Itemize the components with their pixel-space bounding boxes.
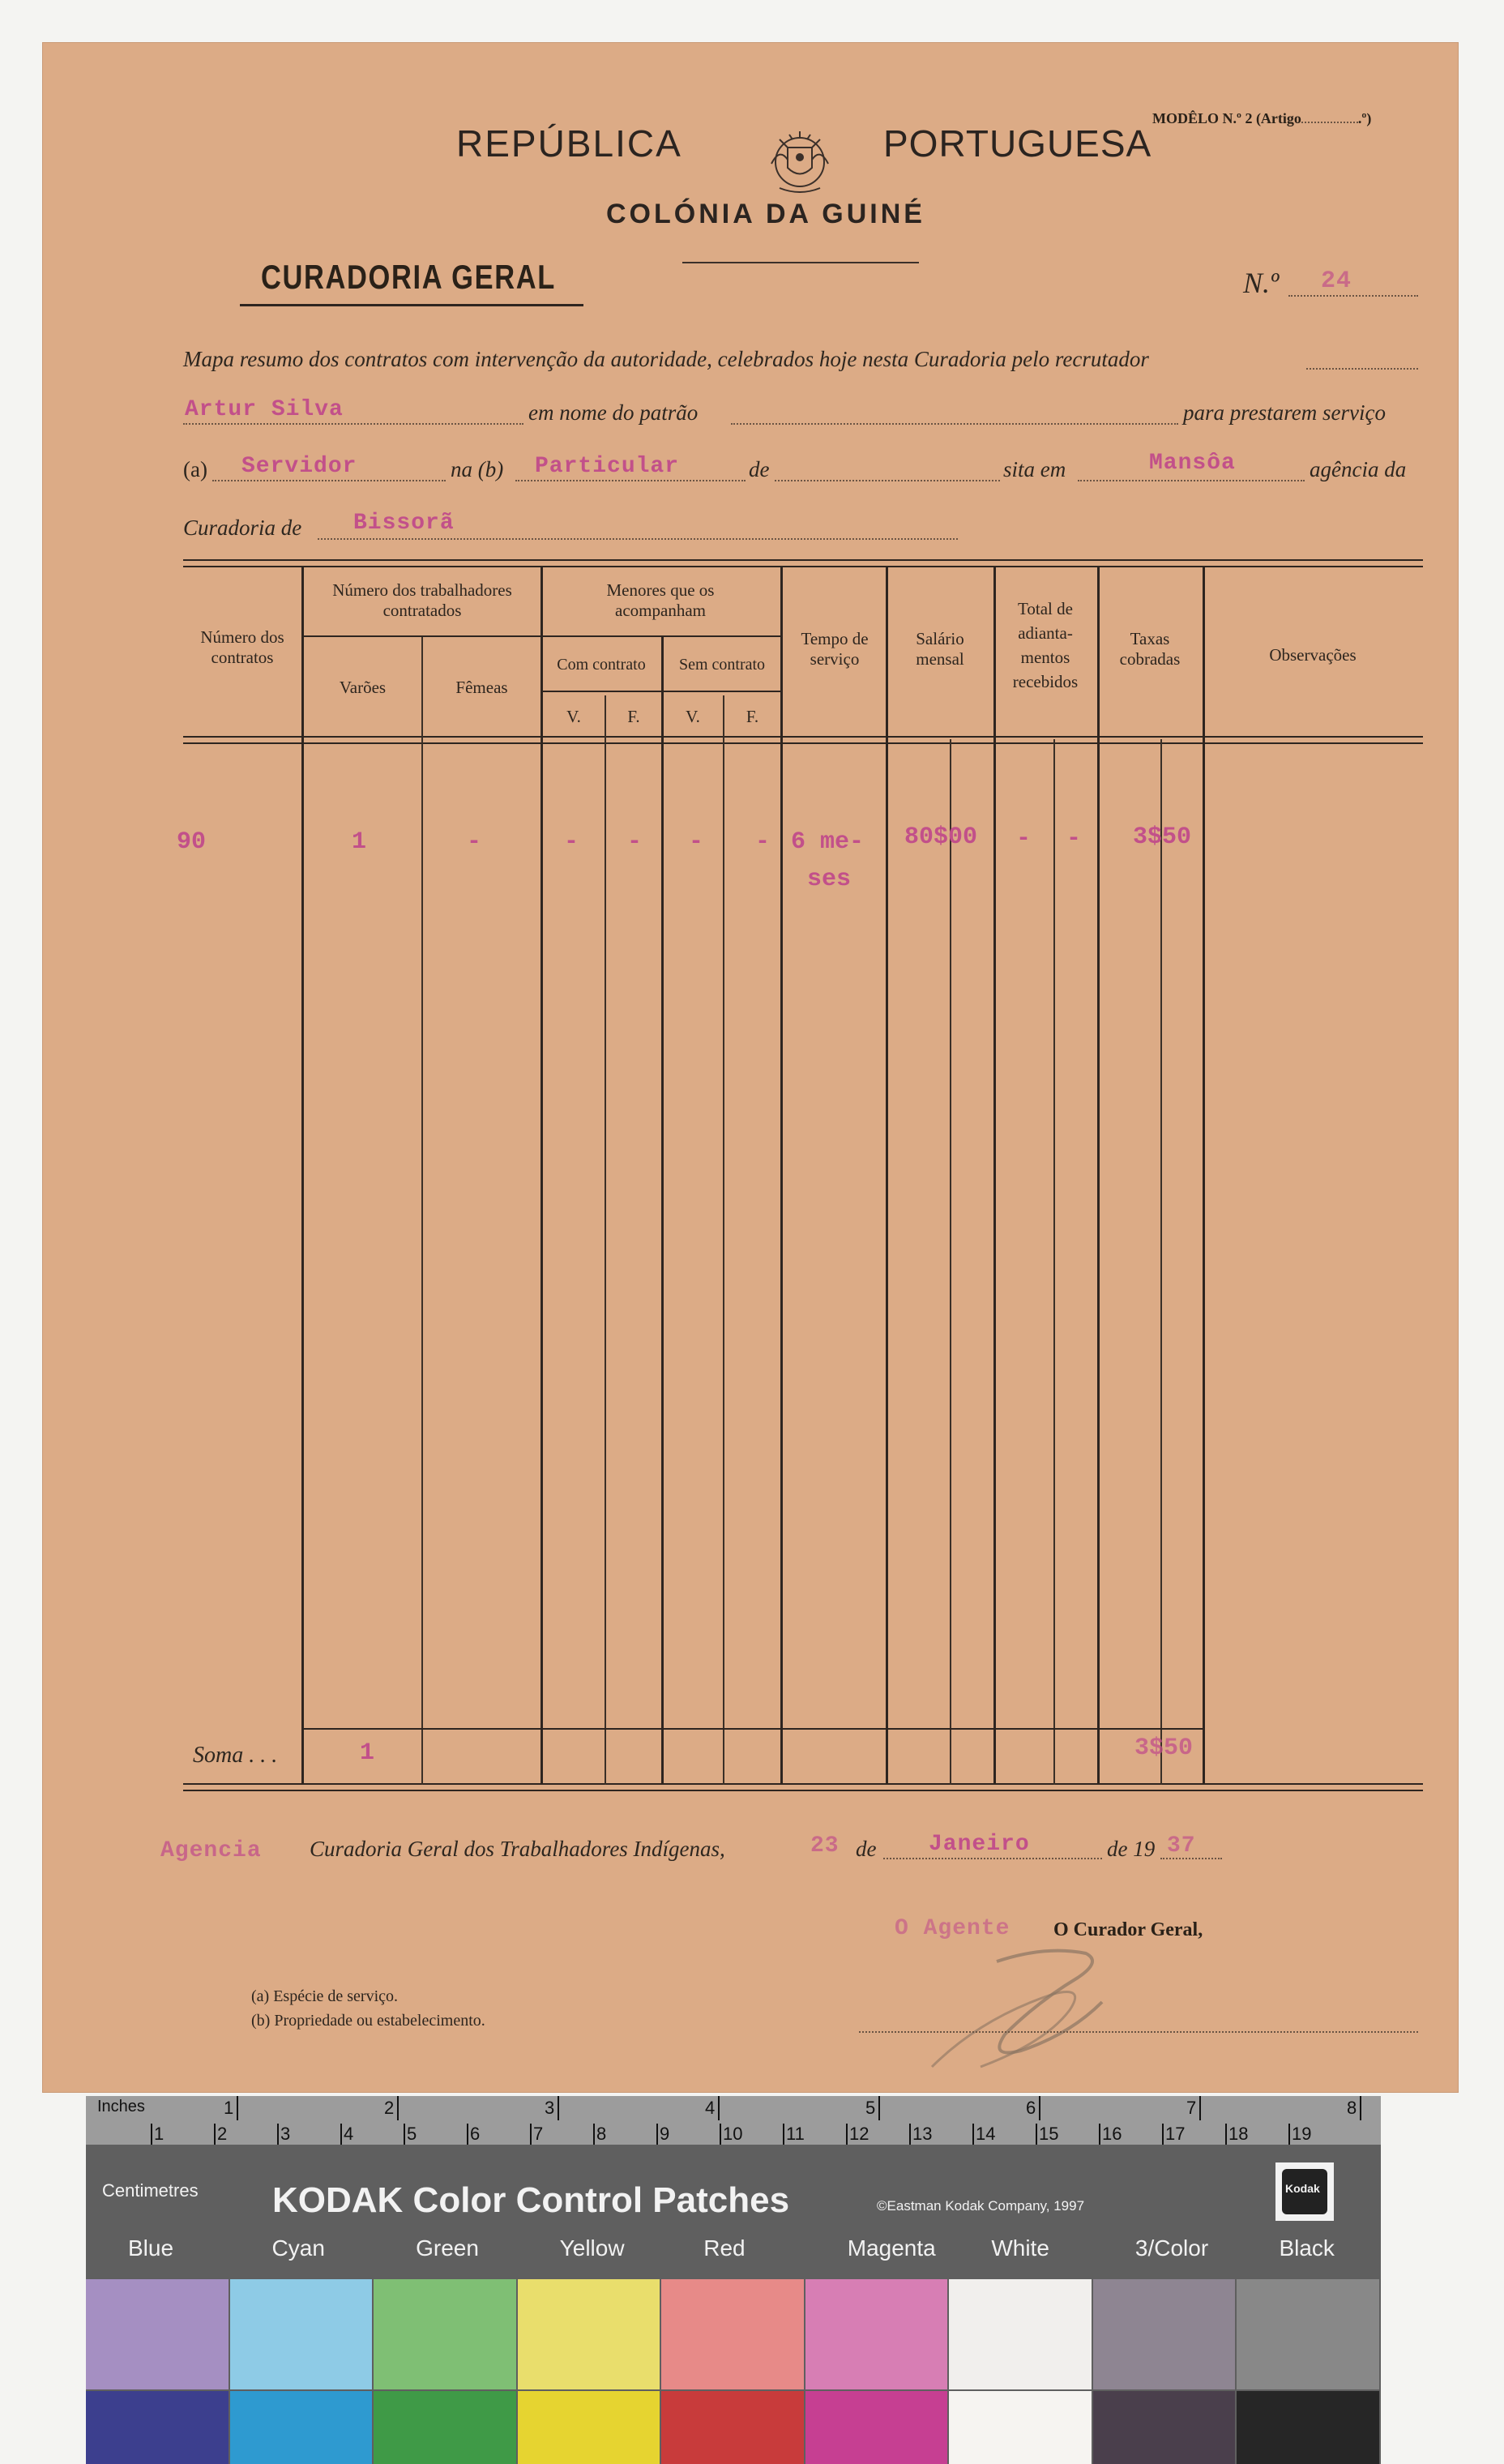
- col-divider: [950, 739, 951, 1785]
- patch-label: 3/Color: [1134, 2235, 1209, 2261]
- ruler-cm-number: 2: [217, 2124, 228, 2144]
- row-total-a: -: [1016, 825, 1032, 853]
- ruler-cm-tick: [972, 2124, 974, 2145]
- ruler-cm-number: 17: [1165, 2124, 1186, 2144]
- header-com-contrato: Com contrato: [557, 656, 646, 674]
- ruler-cm-tick: [1036, 2124, 1037, 2145]
- col-divider: [605, 695, 606, 1785]
- color-patch-bottom: [86, 2391, 229, 2464]
- color-patch-top: [949, 2279, 1092, 2389]
- ruler-cm-number: 12: [849, 2124, 870, 2144]
- header-taxas-cobradas: Taxas cobradas: [1119, 629, 1181, 669]
- ruler-inch-number: 2: [384, 2098, 395, 2118]
- header-salario-mensal: Salário mensal: [916, 629, 964, 669]
- ruler-inch-number: 5: [865, 2098, 876, 2118]
- color-patch-top: [86, 2279, 229, 2389]
- row-taxas: 3$50: [1133, 823, 1192, 851]
- na-b-label: na (b): [451, 457, 504, 481]
- ruler-cm-tick: [1225, 2124, 1227, 2145]
- footer-day: 23: [810, 1833, 840, 1859]
- intro-line: Mapa resumo dos contratos com intervenção da autoridade, celebrados hoje nesta Curadoria pelo recrutador: [183, 347, 1149, 371]
- row-com-f: -: [627, 828, 643, 856]
- para-prestarem-label: para prestarem serviço: [1183, 400, 1386, 425]
- footer-year: 37: [1167, 1833, 1196, 1859]
- ruler-cm-tick: [214, 2124, 216, 2145]
- color-patch-bottom: [949, 2391, 1092, 2464]
- col-divider: [1160, 739, 1162, 1785]
- modelo-text: MODÊLO N.º 2 (Artigo .º): [1152, 110, 1372, 126]
- republica-text: REPÚBLICA: [456, 122, 682, 165]
- row-tempo-line1: 6 me-: [791, 828, 865, 856]
- ruler-inch-number: 3: [545, 2098, 555, 2118]
- patch-label: Cyan: [271, 2235, 325, 2261]
- color-patch-bottom: [518, 2391, 660, 2464]
- curadoria-value: Bissorã: [353, 511, 455, 536]
- patch-label: Blue: [128, 2235, 174, 2261]
- color-patch-bottom: [1093, 2391, 1236, 2464]
- a-label: (a): [183, 457, 207, 481]
- ruler-inch-number: 7: [1186, 2098, 1197, 2118]
- col-divider: [421, 637, 423, 1785]
- soma-varoes: 1: [360, 1739, 375, 1767]
- ruler-cm-number: 19: [1292, 2124, 1312, 2144]
- patch-label: Black: [1279, 2235, 1335, 2261]
- patch-label: Red: [703, 2235, 746, 2261]
- note-a: (a) Espécie de serviço.: [251, 1987, 399, 2005]
- color-patch-top: [661, 2279, 804, 2389]
- kodak-title: KODAK Color Control Patches: [272, 2180, 790, 2220]
- ruler-inch-tick: [1039, 2096, 1040, 2120]
- patch-label: Magenta: [847, 2235, 936, 2261]
- header-varoes: Varões: [339, 678, 387, 697]
- ruler-cm-tick: [720, 2124, 721, 2145]
- header-divider: [682, 262, 919, 263]
- coat-of-arms-emblem: [755, 123, 844, 196]
- color-patch-top: [805, 2279, 948, 2389]
- ruler-cm-tick: [909, 2124, 911, 2145]
- ruler-inch-tick: [237, 2096, 238, 2120]
- col-divider: [993, 567, 996, 1785]
- ruler-cm-number: 7: [533, 2124, 544, 2144]
- color-patch-top: [1237, 2279, 1379, 2389]
- ruler-cm-number: 3: [280, 2124, 291, 2144]
- de-label: de: [749, 457, 770, 481]
- ruler-cm-tick: [846, 2124, 848, 2145]
- header-subrule: [301, 635, 783, 637]
- signature: [899, 1929, 1240, 2091]
- numero-value: 24: [1321, 267, 1352, 295]
- color-patch-top: [518, 2279, 660, 2389]
- header-observacoes: Observações: [1269, 645, 1357, 665]
- color-patch-bottom: [1237, 2391, 1379, 2464]
- ruler-cm-tick: [277, 2124, 279, 2145]
- row-tempo-line2: ses: [807, 866, 852, 893]
- ruler-cm-number: 1: [154, 2124, 164, 2144]
- patch-label: White: [991, 2235, 1049, 2261]
- header-menores: Menores que os acompanham: [606, 580, 715, 620]
- soma-rule: [301, 1728, 1203, 1730]
- row-com-v: -: [564, 828, 579, 856]
- row-salario: 80$00: [904, 823, 978, 851]
- ruler-cm-tick: [656, 2124, 658, 2145]
- header-numero-trabalhadores: Número dos trabalhadores contratados: [332, 580, 512, 620]
- ruler-cm-number: 4: [344, 2124, 354, 2144]
- col-divider: [886, 567, 888, 1785]
- row-sem-v: -: [689, 828, 704, 856]
- header-sem-contrato: Sem contrato: [678, 656, 766, 674]
- ruler-cm-tick: [467, 2124, 468, 2145]
- ruler-inch-number: 4: [705, 2098, 716, 2118]
- footer-line: Curadoria Geral dos Trabalhadores Indígenas,: [310, 1837, 725, 1861]
- header-f: F.: [627, 707, 640, 726]
- color-patch-top: [1093, 2279, 1236, 2389]
- ruler-cm-tick: [1099, 2124, 1100, 2145]
- ruler-cm-number: 18: [1228, 2124, 1249, 2144]
- ruler-cm-number: 6: [470, 2124, 481, 2144]
- col-divider: [661, 637, 664, 1785]
- ruler-cm-tick: [340, 2124, 342, 2145]
- agencia-da-label: agência da: [1310, 457, 1407, 481]
- inches-label: Inches: [97, 2098, 145, 2115]
- header-tempo-servico: Tempo de serviço: [801, 629, 869, 669]
- soma-label: Soma . . .: [193, 1743, 278, 1768]
- ruler-cm-number: 9: [660, 2124, 670, 2144]
- ruler-cm-number: 16: [1102, 2124, 1122, 2144]
- color-patch-top: [230, 2279, 373, 2389]
- recruiter-value: Artur Silva: [185, 397, 344, 422]
- ruler-cm-number: 10: [723, 2124, 743, 2144]
- kodak-copyright: ©Eastman Kodak Company, 1997: [877, 2198, 1085, 2214]
- centimetres-label: Centimetres: [102, 2180, 199, 2201]
- col-divider: [301, 567, 304, 1785]
- local-value: Mansôa: [1149, 451, 1236, 476]
- ruler-cm-number: 8: [596, 2124, 607, 2144]
- patch-label: Green: [416, 2235, 479, 2261]
- ruler-cm-number: 5: [407, 2124, 417, 2144]
- servico-value: Servidor: [241, 454, 357, 479]
- ruler-inch-tick: [718, 2096, 720, 2120]
- row-varoes: 1: [352, 828, 367, 856]
- ruler-cm-tick: [530, 2124, 532, 2145]
- kodak-logo: Kodak: [1275, 2162, 1334, 2221]
- ruler-cm-number: 13: [912, 2124, 933, 2144]
- ruler-inch-tick: [397, 2096, 399, 2120]
- table-top-rule: [183, 559, 1423, 567]
- ruler-cm-number: 15: [1039, 2124, 1059, 2144]
- col-divider: [1097, 567, 1100, 1785]
- col-divider: [780, 567, 783, 1785]
- ruler-cm-tick: [151, 2124, 152, 2145]
- curadoria-geral-title: CURADORIA GERAL: [261, 258, 556, 296]
- title-underline: [240, 304, 583, 306]
- header-v: V.: [686, 707, 700, 726]
- ruler-inch-tick: [558, 2096, 559, 2120]
- header-numero-contratos: Número dos contratos: [200, 627, 284, 667]
- soma-taxas: 3$50: [1134, 1735, 1194, 1762]
- row-sem-f: -: [755, 828, 771, 856]
- ruler-cm-tick: [783, 2124, 784, 2145]
- color-patch-bottom: [805, 2391, 948, 2464]
- propriedade-value: Particular: [535, 454, 680, 479]
- patch-label: Yellow: [559, 2235, 625, 2261]
- col-divider: [1203, 567, 1205, 1785]
- curadoria-de-label: Curadoria de: [183, 515, 302, 540]
- row-numero: 90: [177, 828, 207, 856]
- em-nome-label: em nome do patrão: [528, 400, 699, 425]
- footer-de-19: de 19: [1107, 1837, 1156, 1861]
- ruler-cm-number: 11: [786, 2124, 805, 2144]
- sita-em-label: sita em: [1003, 457, 1066, 481]
- kodak-color-control-strip: [86, 2096, 1381, 2464]
- table-header-rule: [183, 736, 1423, 744]
- ruler-cm-tick: [1288, 2124, 1290, 2145]
- note-b: (b) Propriedade ou estabelecimento.: [251, 2012, 485, 2030]
- agencia-stamp: Agencia: [160, 1838, 262, 1863]
- header-f: F.: [746, 707, 759, 726]
- ruler-inch-tick: [878, 2096, 880, 2120]
- portuguesa-text: PORTUGUESA: [883, 122, 1152, 165]
- ruler-cm-tick: [404, 2124, 405, 2145]
- col-divider: [1053, 739, 1055, 1785]
- ruler-inch-number: 1: [224, 2098, 234, 2118]
- ruler-inch-tick: [1199, 2096, 1201, 2120]
- header-femeas: Fêmeas: [455, 678, 508, 697]
- row-femeas: -: [467, 828, 482, 856]
- ruler-inch-number: 6: [1026, 2098, 1036, 2118]
- header-v: V.: [566, 707, 581, 726]
- color-patch-bottom: [661, 2391, 804, 2464]
- ruler-inch-number: 8: [1347, 2098, 1357, 2118]
- row-total-b: -: [1066, 825, 1082, 853]
- col-divider: [723, 695, 724, 1785]
- colonia-text: COLÓNIA DA GUINÉ: [606, 199, 925, 229]
- color-patch-bottom: [230, 2391, 373, 2464]
- col-divider: [540, 567, 543, 1785]
- footer-de: de: [856, 1837, 877, 1861]
- ruler-cm-tick: [1162, 2124, 1164, 2145]
- ruler-inch-tick: [1360, 2096, 1361, 2120]
- color-patch-bottom: [374, 2391, 516, 2464]
- numero-label: N.º: [1243, 267, 1280, 299]
- ruler-cm-number: 14: [976, 2124, 996, 2144]
- header-total-adiantamentos: Total de adianta- mentos recebidos: [1012, 599, 1079, 691]
- curador-geral-label: O Curador Geral,: [1053, 1919, 1203, 1940]
- ruler-cm-tick: [593, 2124, 595, 2145]
- footer-month: Janeiro: [929, 1832, 1030, 1857]
- agente-stamp: O Agente: [895, 1916, 1010, 1941]
- header-subrule: [540, 691, 780, 692]
- color-patch-top: [374, 2279, 516, 2389]
- table-bottom-rule: [183, 1783, 1423, 1791]
